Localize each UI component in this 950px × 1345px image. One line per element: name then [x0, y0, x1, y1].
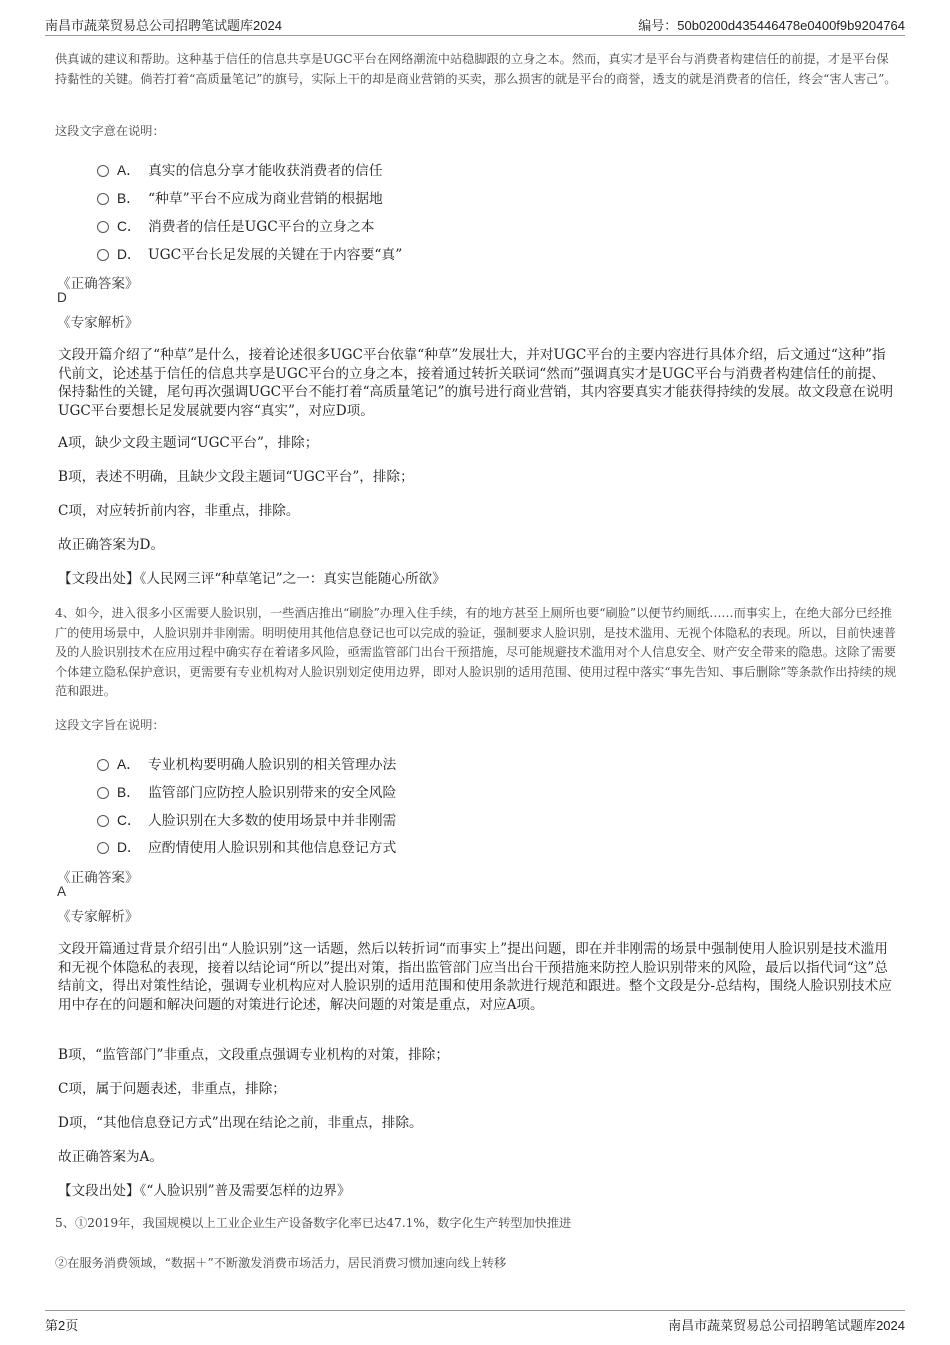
q3-note-c: C项，对应转折前内容，非重点，排除。 — [58, 503, 300, 519]
q4-passage: 4、如今，进入很多小区需要人脸识别，一些酒店推出“刷脸”办理入住手续，有的地方甚至上厕所也要“刷脸”以便节约厕纸……而事实上，在绝大部分已经推广的使用场景中，人脸识别并非刚需。明明使用其他信息登记也可以完成的验证，强制要求人脸识别，是技术滥用、无视个体隐私的表现。所以，目前快速普及的人脸识别技术在应用过程中确实存在着诸多风险，亟需监管部门出台干预措施，尽可能规避技术滥用对个人信息安全、财产安全带来的隐患。这除了需要个体建立隐私保护意识，更需要有专业机构对人脸识别划定使用边界，即对人脸识别的适用范围、使用过程中落实“事先告知、事后删除”等条款作出持续的规范和跟进。 — [55, 606, 897, 698]
option-text: UGC平台长足发展的关键在于内容要“真” — [148, 247, 403, 263]
q4-conclusion: 故正确答案为A。 — [58, 1149, 163, 1165]
q4-question: 这段文字旨在说明： — [55, 718, 165, 732]
page-footer — [45, 1310, 905, 1335]
option-letter: A． — [117, 757, 140, 772]
option-letter: B． — [117, 191, 140, 206]
option-letter: C． — [117, 219, 141, 234]
q4-analysis-label: 《专家解析》 — [57, 909, 139, 925]
document-code: 编号：50b0200d435446478e0400f9b9204764 — [638, 18, 905, 33]
option-text: 人脸识别在大多数的使用场景中并非刚需 — [148, 813, 397, 829]
q5-statement-2: ②在服务消费领域，“数据＋”不断激发消费市场活力，居民消费习惯加速向线上转移 — [55, 1256, 507, 1270]
option-text: 真实的信息分享才能收获消费者的信任 — [148, 163, 383, 179]
radio-icon[interactable] — [97, 759, 109, 771]
q3-conclusion: 故正确答案为D。 — [58, 537, 165, 553]
option-letter: B． — [117, 785, 140, 800]
radio-icon[interactable] — [97, 815, 109, 827]
radio-icon[interactable] — [97, 165, 109, 177]
radio-icon[interactable] — [97, 787, 109, 799]
header-title: 南昌市蔬菜贸易总公司招聘笔试题库2024 — [45, 18, 282, 33]
option-letter: D． — [117, 247, 141, 262]
q3-answer: D — [57, 290, 67, 305]
option-text: 消费者的信任是UGC平台的立身之本 — [148, 219, 375, 235]
radio-icon[interactable] — [97, 193, 109, 205]
option-text: “种草”平台不应成为商业营销的根据地 — [148, 191, 383, 207]
q3-analysis: 文段开篇介绍了“种草”是什么，接着论述很多UGC平台依靠“种草”发展壮大，并对UGC平台的主要内容进行具体介绍，后文通过“这种”指代前文，论述基于信任的信息共享是UGC平台的立身之本，接着通过转折关联词“然而”强调真实才是UGC平台与消费者构建信任的前提、保持黏性的关键，尾句再次强调UGC平台不能打着“高质量笔记”的旗号进行商业营销，其内容要真实才能获得持续的发展。故文段意在说明UGC平台要想长足发展就要内容“真实”，对应D项。 — [58, 347, 894, 419]
q4-note-b: B项，“监管部门”非重点，文段重点强调专业机构的对策，排除； — [58, 1047, 449, 1063]
radio-icon[interactable] — [97, 249, 109, 261]
footer-title: 南昌市蔬菜贸易总公司招聘笔试题库2024 — [668, 1318, 905, 1333]
page-number: 第2页 — [45, 1318, 79, 1333]
q4-note-c: C项，属于问题表述，非重点，排除； — [58, 1081, 286, 1097]
q3-passage: 供真诚的建议和帮助。这种基于信任的信息共享是UGC平台在网络潮流中站稳脚跟的立身之本。然而，真实才是平台与消费者构建信任的前提，才是平台保持黏性的关键。倘若打着“高质量笔记”的旗号，实际上干的却是商业营销的买卖，那么损害的就是平台的商誉，透支的就是消费者的信任，终会“害人害己”。 — [55, 52, 897, 86]
q5-statement-1: 5、①2019年，我国规模以上工业企业生产设备数字化率已达47.1%，数字化生产转型加快推进 — [55, 1216, 572, 1230]
option-letter: C． — [117, 813, 141, 828]
option-letter: A． — [117, 163, 140, 178]
q3-note-b: B项，表述不明确，且缺少文段主题词“UGC平台”，排除； — [58, 469, 414, 485]
q3-question: 这段文字意在说明： — [55, 124, 165, 138]
q4-answer-label: 《正确答案》 — [57, 870, 139, 886]
page-header — [45, 12, 905, 36]
q3-note-a: A项，缺少文段主题词“UGC平台”，排除； — [58, 435, 319, 451]
option-text: 应酌情使用人脸识别和其他信息登记方式 — [148, 840, 397, 856]
q4-note-d: D项，“其他信息登记方式”出现在结论之前，非重点，排除。 — [58, 1115, 423, 1131]
q3-analysis-label: 《专家解析》 — [57, 315, 139, 331]
radio-icon[interactable] — [97, 842, 109, 854]
q3-source: 【文段出处】《人民网三评“种草笔记”之一：真实岂能随心所欲》 — [58, 571, 446, 587]
option-letter: D． — [117, 840, 141, 855]
q4-analysis: 文段开篇通过背景介绍引出“人脸识别”这一话题，然后以转折词“而事实上”提出问题，即在并非刚需的场景中强制使用人脸识别是技术滥用和无视个体隐私的表现，接着以结论词“所以”提出对策，指出监管部门应当出台干预措施来防控人脸识别带来的风险，最后以指代词“这”总结前文，得出对策性结论，强调专业机构应对人脸识别的适用范围和使用条款进行规范和跟进。整个文段是分-总结构，围绕人脸识别技术应用中存在的问题和解决问题的对策进行论述，解决问题的对策是重点，对应A项。 — [58, 941, 892, 1013]
option-text: 监管部门应防控人脸识别带来的安全风险 — [148, 785, 397, 801]
q3-answer-label: 《正确答案》 — [57, 276, 139, 292]
option-text: 专业机构要明确人脸识别的相关管理办法 — [148, 757, 397, 773]
q4-source: 【文段出处】《“人脸识别”普及需要怎样的边界》 — [58, 1183, 351, 1199]
q4-answer: A — [57, 884, 67, 899]
radio-icon[interactable] — [97, 221, 109, 233]
